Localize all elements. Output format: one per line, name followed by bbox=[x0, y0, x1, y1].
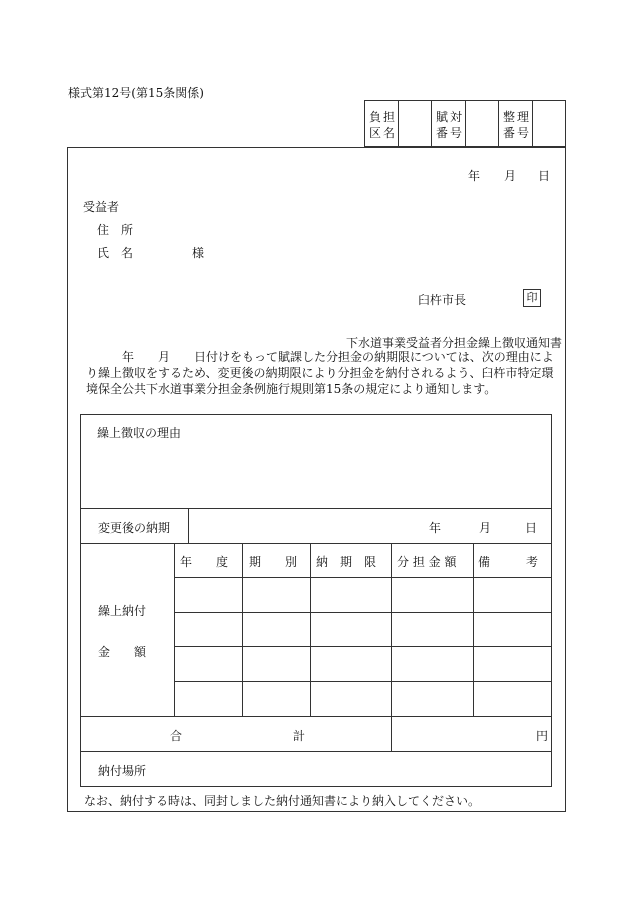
levy-label-2: 対 bbox=[450, 110, 463, 124]
recipient-address-label: 住 所 bbox=[97, 223, 134, 237]
burden-label-3: 区 bbox=[369, 126, 382, 140]
col-fiscal-year: 年 度 bbox=[180, 555, 229, 569]
total-label-2: 計 bbox=[293, 729, 306, 743]
seal-mark: 印 bbox=[523, 289, 541, 307]
total-label-1: 合 bbox=[170, 729, 183, 743]
levy-label-1: 賦 bbox=[436, 110, 449, 124]
date-year: 年 bbox=[468, 169, 481, 183]
form-label: 様式第12号(第15条関係) bbox=[68, 86, 204, 100]
date-day: 日 bbox=[538, 169, 551, 183]
col-due-date: 納 期 限 bbox=[316, 555, 377, 569]
document-title: 下水道事業受益者分担金繰上徴収通知書 bbox=[346, 336, 563, 350]
date-month: 月 bbox=[504, 169, 517, 183]
burden-label-1: 負 bbox=[369, 110, 382, 124]
levy-label-3: 番 bbox=[436, 126, 449, 140]
total-unit: 円 bbox=[536, 729, 549, 743]
reason-label: 繰上徴収の理由 bbox=[97, 426, 182, 440]
ref-label-2: 理 bbox=[517, 110, 530, 124]
payment-place-label: 納付場所 bbox=[98, 764, 147, 778]
amount-label-line1: 繰上納付 bbox=[98, 604, 147, 618]
ref-label-3: 番 bbox=[503, 126, 516, 140]
issuer-title: 臼杵市長 bbox=[418, 293, 467, 307]
notice-body: 年 月 日付けをもって賦課した分担金の納期限については、次の理由により繰上徴収をするため、変更後の納期限により分担金を納付されるよう、臼杵市特定環境保全公共下水道事業分担金条例施行規則第15条の規定により通知します。 bbox=[86, 350, 554, 396]
due-date-month: 月 bbox=[479, 521, 492, 535]
due-date-label: 変更後の納期 bbox=[98, 521, 171, 535]
footer-note: なお、納付する時は、同封しました納付通知書により納入してください。 bbox=[84, 794, 481, 808]
col-amount: 分 担 金 額 bbox=[397, 555, 457, 569]
levy-label-4: 号 bbox=[450, 126, 463, 140]
col-period: 期 別 bbox=[249, 555, 298, 569]
due-date-day: 日 bbox=[525, 521, 538, 535]
details-table bbox=[80, 414, 552, 787]
recipient-name-label: 氏 名 bbox=[97, 246, 134, 260]
recipient-label: 受益者 bbox=[83, 200, 120, 214]
ref-label-4: 号 bbox=[517, 126, 530, 140]
burden-label-2: 担 bbox=[383, 110, 396, 124]
ref-label-1: 整 bbox=[503, 110, 516, 124]
amount-label-line2: 金 額 bbox=[98, 645, 147, 659]
burden-label-4: 名 bbox=[383, 126, 396, 140]
col-remarks: 備 考 bbox=[478, 555, 539, 569]
recipient-honorific: 様 bbox=[192, 246, 205, 260]
due-date-year: 年 bbox=[429, 521, 442, 535]
